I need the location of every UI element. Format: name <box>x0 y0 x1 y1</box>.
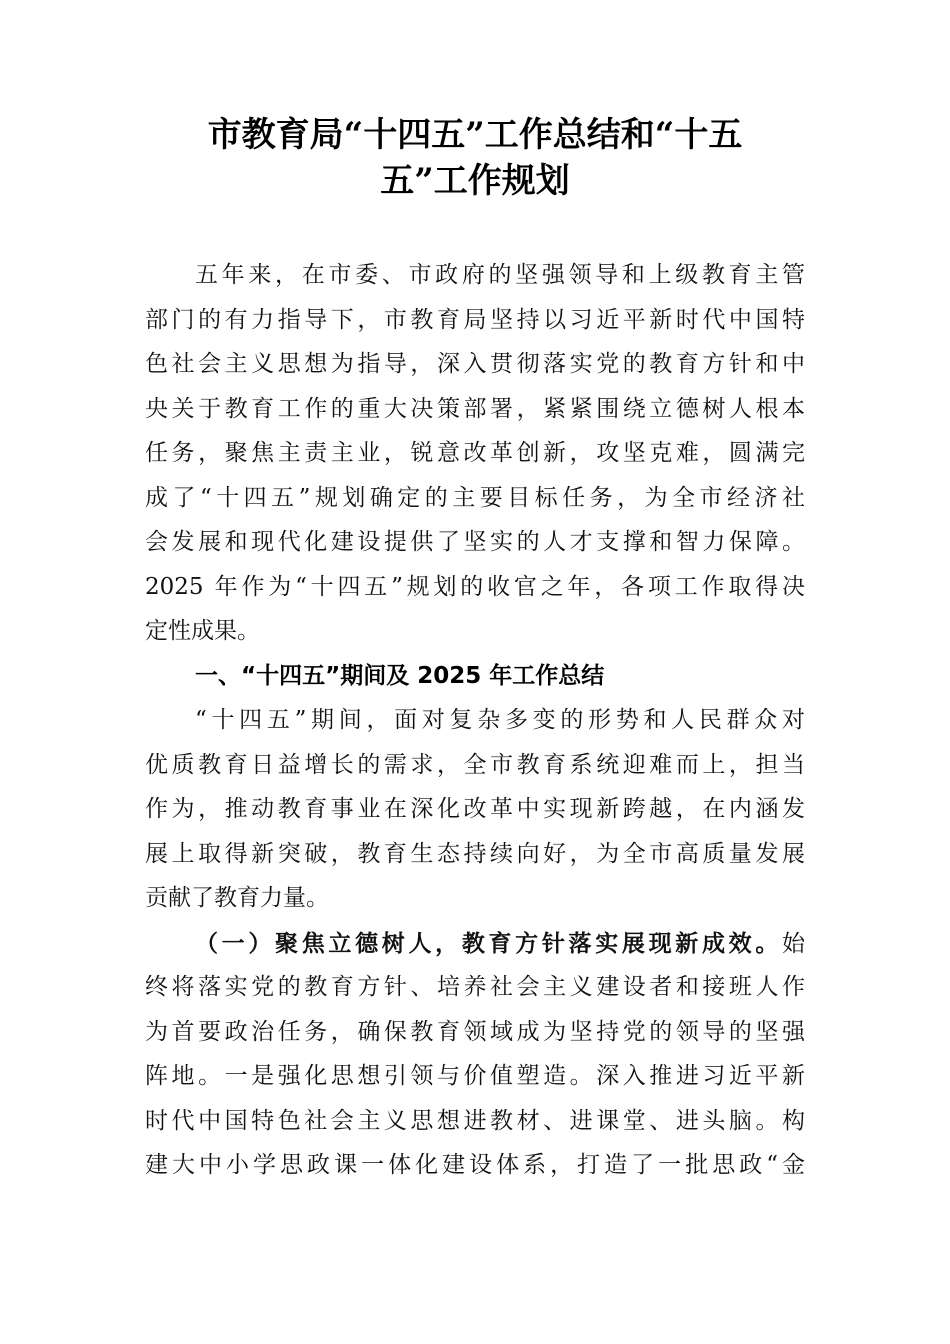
subsection-1-line-5: 时代中国特色社会主义思想进教材、进课堂、进头脑。构 <box>145 1108 805 1134</box>
section-1-line-4: 展上取得新突破，教育生态持续向好，为全市高质量发展 <box>145 841 805 867</box>
intro-line-1: 五年来，在市委、市政府的坚强领导和上级教育主管 <box>195 262 805 288</box>
subsection-1-heading: （一）聚焦立德树人，教育方针落实展现新成效。 <box>195 930 782 957</box>
intro-line-6: 成了“十四五”规划确定的主要目标任务，为全市经济社 <box>145 485 805 511</box>
document-title-line-1: 市教育局“十四五”工作总结和“十五 <box>207 115 743 155</box>
document-title-line-2: 五”工作规划 <box>380 161 570 201</box>
section-1-line-2: 优质教育日益增长的需求，全市教育系统迎难而上，担当 <box>145 752 805 778</box>
subsection-1-line-6: 建大中小学思政课一体化建设体系，打造了一批思政“金 <box>145 1152 805 1178</box>
intro-line-4: 央关于教育工作的重大决策部署，紧紧围绕立德树人根本 <box>145 396 805 422</box>
subsection-1-line-4: 阵地。一是强化思想引领与价值塑造。深入推进习近平新 <box>145 1063 805 1089</box>
section-1-line-1: “十四五”期间，面对复杂多变的形势和人民群众对 <box>195 707 805 733</box>
intro-line-8: 2025 年作为“十四五”规划的收官之年，各项工作取得决 <box>145 574 805 600</box>
section-1-line-5: 贡献了教育力量。 <box>145 885 329 911</box>
intro-line-2: 部门的有力指导下，市教育局坚持以习近平新时代中国特 <box>145 307 805 333</box>
intro-line-3: 色社会主义思想为指导，深入贯彻落实党的教育方针和中 <box>145 351 805 377</box>
subsection-1-first-line-rest: 始 <box>782 931 805 957</box>
section-1-line-3: 作为，推动教育事业在深化改革中实现新跨越，在内涵发 <box>145 796 805 822</box>
subsection-1-first-line <box>195 932 805 956</box>
intro-line-7: 会发展和现代化建设提供了坚实的人才支撑和智力保障。 <box>145 529 805 555</box>
subsection-1-line-3: 为首要政治任务，确保教育领域成为坚持党的领导的坚强 <box>145 1019 805 1045</box>
subsection-1-line-2: 终将落实党的教育方针、培养社会主义建设者和接班人作 <box>145 974 805 1000</box>
intro-line-9: 定性成果。 <box>145 618 260 644</box>
intro-line-5: 任务，聚焦主责主业，锐意改革创新，攻坚克难，圆满完 <box>145 440 805 466</box>
section-1-heading: 一、“十四五”期间及 2025 年工作总结 <box>195 663 605 689</box>
